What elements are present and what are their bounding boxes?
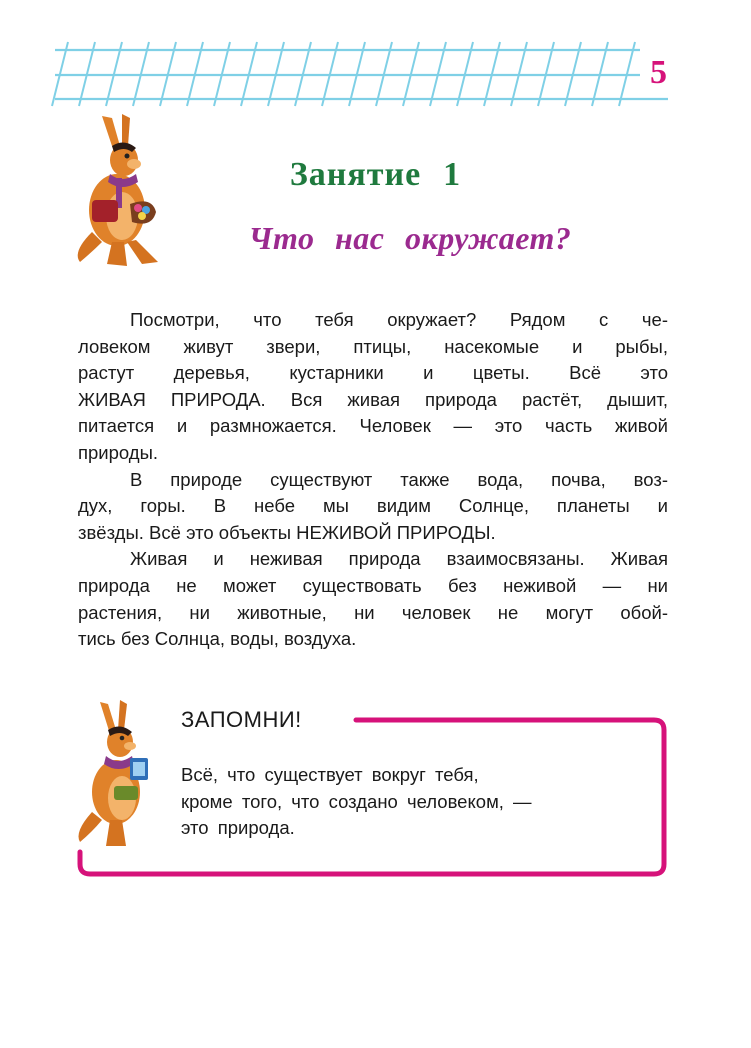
body-line: растения, ни животные, ни человек не могут обой-	[78, 601, 668, 623]
remember-text	[181, 762, 631, 842]
body-line: Посмотри, что тебя окружает? Рядом с че-	[130, 309, 668, 330]
remember-line: это природа.	[181, 817, 295, 838]
body-line: В природе существуют также вода, почва, воз-	[130, 468, 668, 490]
body-line: ЖИВАЯ ПРИРОДА. Вся живая природа растёт, дышит,	[78, 388, 668, 410]
page-number: 5	[650, 54, 667, 91]
body-line: тись без Солнца, воды, воздуха.	[78, 628, 357, 650]
body-line: природа не может существовать без неживой — ни	[78, 574, 668, 596]
body-line: ловеком живут звери, птицы, насекомые и рыбы,	[78, 335, 668, 357]
kangaroo-reading-mascot-icon	[74, 700, 164, 850]
body-line: питается и размножается. Человек — это часть живой	[78, 415, 668, 437]
lesson-number: 1	[443, 156, 462, 193]
body-line: растут деревья, кустарники и цветы. Всё это	[78, 362, 668, 384]
remember-line: Всё, что существует вокруг тебя,	[181, 764, 479, 785]
remember-title: ЗАПОМНИ!	[181, 707, 302, 732]
body-line: звёзды. Всё это объекты НЕЖИВОЙ ПРИРОДЫ.	[78, 521, 496, 543]
body-line: дух, горы. В небе мы видим Солнце, планеты и	[78, 495, 668, 517]
remember-line: кроме того, что создано человеком, —	[181, 790, 532, 812]
body-line: Живая и неживая природа взаимосвязаны. Живая	[130, 548, 668, 570]
header-grid-decoration	[0, 40, 751, 110]
lesson-subtitle: Что нас окружает?	[248, 220, 572, 256]
body-line: природы.	[78, 441, 159, 463]
lesson-title	[0, 156, 751, 194]
lesson-label: Занятие	[289, 156, 422, 193]
body-text	[78, 307, 668, 653]
